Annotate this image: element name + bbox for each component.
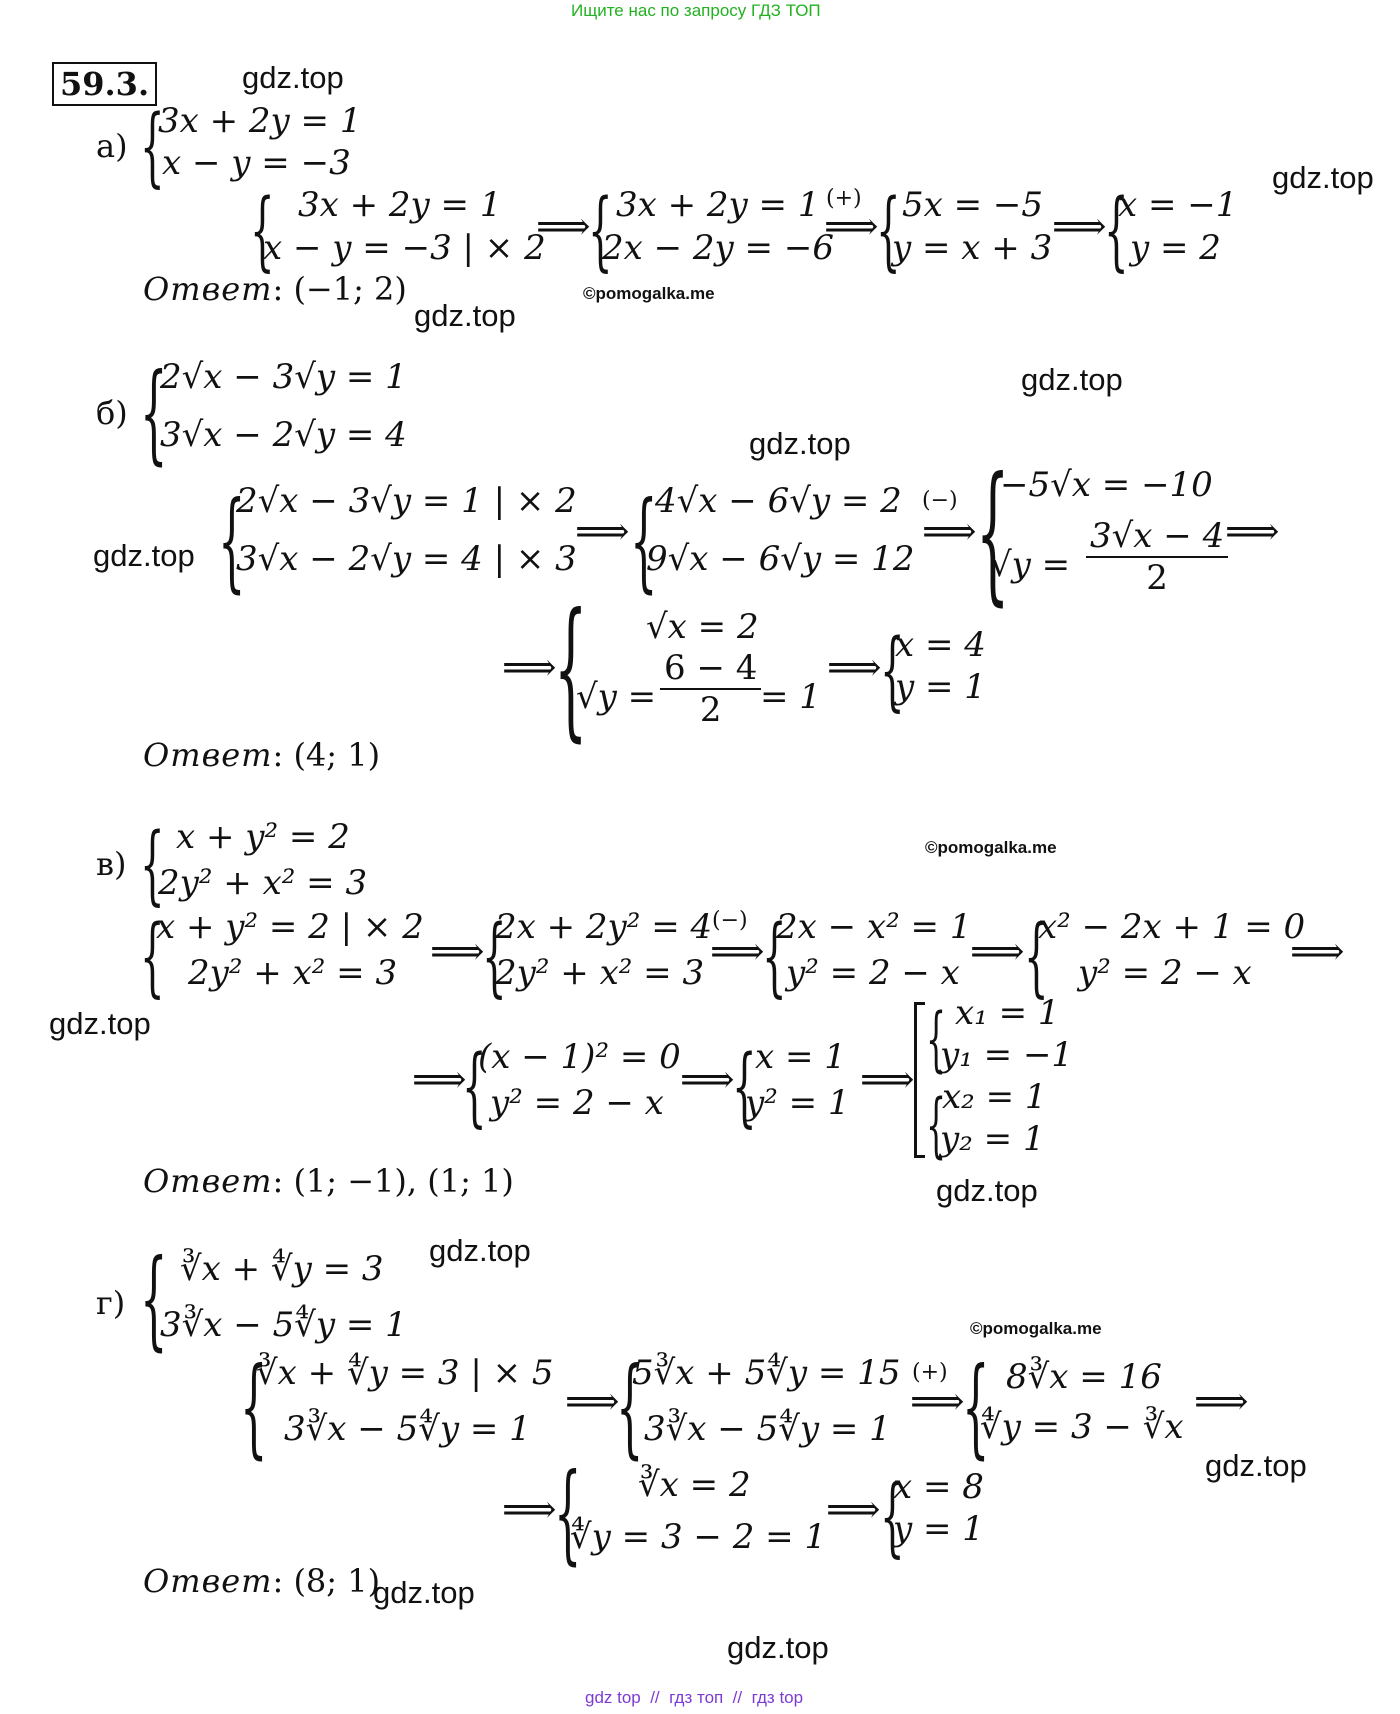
operation-mark: (+) — [912, 1360, 948, 1385]
part-a-answer: Ответ: (−1; 2) — [143, 270, 407, 308]
part-v-s6-eq2: y² = 1 — [745, 1083, 850, 1123]
part-b-sys1-eq2: 3√x − 2√y = 4 — [160, 415, 407, 455]
part-b-s1-eq1: 2√x − 3√y = 1 | × 2 — [236, 481, 577, 521]
answer-value: (4; 1) — [293, 736, 381, 774]
part-b-sys1-eq1: 2√x − 3√y = 1 — [160, 357, 407, 397]
part-a-s3-eq1: 5x = −5 — [902, 185, 1044, 225]
operation-mark: (−) — [712, 908, 748, 933]
pomogalka-mark: ©pomogalka.me — [925, 838, 1057, 857]
part-g-s4-eq2: ∜y = 3 − 2 = 1 — [570, 1517, 827, 1557]
part-v-s2-eq2: 2y² + x² = 3 — [495, 953, 705, 993]
part-g-s2-eq2: 3∛x − 5∜y = 1 — [644, 1409, 891, 1449]
watermark: gdz.top — [727, 1630, 829, 1665]
watermark: gdz.top — [429, 1233, 531, 1268]
implies-arrow: ⟹ — [430, 929, 485, 973]
brace: { — [732, 1037, 757, 1137]
answer-word: Ответ — [143, 270, 273, 308]
brace: { — [250, 181, 275, 281]
implies-arrow: ⟹ — [922, 509, 977, 553]
part-b-s5-eq1: x = 4 — [895, 625, 986, 665]
fraction-denominator: 2 — [699, 690, 722, 730]
watermark: gdz.top — [93, 538, 195, 573]
footer-links[interactable]: gdz top // гдз топ // гдз top — [585, 1688, 804, 1707]
part-v-s2-eq1: 2x + 2y² = 4 — [495, 907, 713, 947]
watermark: gdz.top — [1272, 160, 1374, 195]
fraction-numerator: 6 − 4 — [660, 648, 761, 690]
part-a-s1-eq1: 3x + 2y = 1 — [298, 185, 502, 225]
implies-arrow: ⟹ — [680, 1057, 735, 1101]
implies-arrow: ⟹ — [970, 929, 1025, 973]
implies-arrow: ⟹ — [1052, 204, 1107, 248]
task-number: 59.3. — [52, 62, 157, 106]
fraction-denominator: 2 — [1146, 558, 1168, 598]
brace: { — [218, 479, 246, 604]
part-a-s2-eq2: 2x − 2y = −6 — [602, 228, 834, 268]
operation-mark: (−) — [922, 488, 958, 513]
part-g-s1-eq1: ∛x + ∜y = 3 | × 5 — [256, 1353, 554, 1393]
pomogalka-mark: ©pomogalka.me — [970, 1319, 1102, 1338]
brace: { — [240, 1345, 268, 1470]
union-bracket — [914, 1002, 925, 1158]
brace: { — [1104, 181, 1129, 281]
part-a-s2-eq1: 3x + 2y = 1 — [616, 185, 820, 225]
part-b-s4-fraction — [660, 648, 761, 730]
part-b-s4-left: √y = — [576, 677, 657, 717]
part-a-s4-eq1: x = −1 — [1118, 185, 1238, 225]
top-banner[interactable]: Ищите нас по запросу ГДЗ ТОП — [571, 1, 821, 20]
brace: { — [588, 181, 613, 281]
brace: { — [630, 479, 658, 604]
watermark: gdz.top — [749, 426, 851, 461]
implies-arrow: ⟹ — [827, 645, 882, 689]
part-g-s3-eq1: 8∛x = 16 — [1006, 1357, 1162, 1397]
part-a-s3-eq2: y = x + 3 — [892, 228, 1053, 268]
part-b-s1-eq2: 3√x − 2√y = 4 | × 3 — [236, 539, 577, 579]
part-v-s5-eq2: y² = 2 − x — [490, 1083, 664, 1123]
brace: { — [880, 1467, 905, 1567]
brace: { — [554, 582, 588, 756]
brace: { — [926, 1084, 947, 1166]
part-v-s1-eq1: x + y² = 2 | × 2 — [156, 907, 424, 947]
part-g-sys1-eq1: ∛x + ∜y = 3 — [180, 1249, 384, 1289]
implies-arrow: ⟹ — [412, 1057, 467, 1101]
part-g-s5-eq2: y = 1 — [893, 1509, 984, 1549]
part-g-s4-eq1: ∛x = 2 — [638, 1465, 751, 1505]
brace: { — [616, 1345, 644, 1470]
brace: { — [140, 97, 165, 197]
implies-arrow: ⟹ — [565, 1379, 620, 1423]
part-v-sys1-eq1: x + y² = 2 — [176, 817, 350, 857]
brace: { — [140, 815, 165, 915]
watermark: gdz.top — [242, 60, 344, 95]
part-b-s3-eq1: −5√x = −10 — [1000, 465, 1213, 505]
part-v-s4-eq1: x² − 2x + 1 = 0 — [1038, 907, 1306, 947]
implies-arrow: ⟹ — [710, 929, 765, 973]
part-a-s4-eq2: y = 2 — [1130, 228, 1221, 268]
implies-arrow: ⟹ — [1225, 509, 1280, 553]
part-a-s1-eq2: x − y = −3 | × 2 — [263, 228, 546, 268]
part-b-label: б) — [96, 394, 128, 432]
answer-word: Ответ — [143, 1162, 273, 1200]
brace: { — [462, 1037, 487, 1137]
brace: { — [140, 907, 165, 1007]
part-v-s4-eq2: y² = 2 − x — [1078, 953, 1252, 993]
part-v-s6-eq1: x = 1 — [755, 1037, 846, 1077]
implies-arrow: ⟹ — [536, 204, 591, 248]
implies-arrow: ⟹ — [502, 1487, 557, 1531]
part-a-label: а) — [96, 127, 128, 165]
part-b-s4-right: = 1 — [760, 677, 821, 717]
part-b-s3-fraction — [1086, 516, 1228, 598]
part-g-s1-eq2: 3∛x − 5∜y = 1 — [284, 1409, 531, 1449]
brace: { — [926, 998, 947, 1080]
brace: { — [880, 621, 905, 721]
implies-arrow: ⟹ — [1194, 1379, 1249, 1423]
part-b-s4-eq1: √x = 2 — [646, 607, 759, 647]
answer-word: Ответ — [143, 1562, 273, 1600]
brace: { — [962, 1345, 990, 1470]
part-v-answer: Ответ: (1; −1), (1; 1) — [143, 1162, 514, 1200]
watermark: gdz.top — [1021, 362, 1123, 397]
part-b-answer: Ответ: (4; 1) — [143, 736, 381, 774]
answer-value: (8; 1) — [293, 1562, 381, 1600]
part-b-s2-eq2: 9√x − 6√y = 12 — [646, 539, 915, 579]
part-v-s7-y2: y₂ = 1 — [940, 1119, 1045, 1159]
watermark: gdz.top — [414, 298, 516, 333]
implies-arrow: ⟹ — [860, 1057, 915, 1101]
part-a-sys1-eq2: x − y = −3 — [162, 143, 351, 183]
brace: { — [140, 1237, 168, 1362]
pomogalka-mark: ©pomogalka.me — [583, 284, 715, 303]
brace: { — [1024, 907, 1049, 1007]
part-v-s5-eq1: (x − 1)² = 0 — [478, 1037, 681, 1077]
part-g-s5-eq1: x = 8 — [893, 1467, 984, 1507]
part-v-sys1-eq2: 2y² + x² = 3 — [158, 863, 368, 903]
implies-arrow: ⟹ — [575, 509, 630, 553]
answer-value: (1; −1), (1; 1) — [293, 1162, 514, 1200]
part-b-s3-left: √y = — [990, 545, 1071, 585]
part-v-s7-x2: x₂ = 1 — [942, 1077, 1047, 1117]
part-g-sys1-eq2: 3∛x − 5∜y = 1 — [160, 1305, 407, 1345]
brace: { — [554, 1451, 582, 1576]
implies-arrow: ⟹ — [502, 645, 557, 689]
part-g-s3-eq2: ∜y = 3 − ∛x — [980, 1407, 1184, 1447]
watermark: gdz.top — [1205, 1448, 1307, 1483]
part-v-s1-eq2: 2y² + x² = 3 — [188, 953, 398, 993]
brace: { — [876, 181, 901, 281]
part-v-s3-eq2: y² = 2 − x — [786, 953, 960, 993]
answer-word: Ответ — [143, 736, 273, 774]
part-v-s3-eq1: 2x − x² = 1 — [776, 907, 972, 947]
part-b-s2-eq1: 4√x − 6√y = 2 — [655, 481, 902, 521]
part-v-s7-y1: y₁ = −1 — [940, 1035, 1074, 1075]
operation-mark: (+) — [826, 186, 862, 211]
part-v-label: в) — [96, 845, 127, 883]
implies-arrow: ⟹ — [824, 204, 879, 248]
watermark: gdz.top — [49, 1006, 151, 1041]
fraction-numerator: 3√x − 4 — [1086, 516, 1228, 558]
brace: { — [482, 907, 507, 1007]
watermark: gdz.top — [936, 1173, 1038, 1208]
part-g-s2-eq1: 5∛x + 5∜y = 15 — [632, 1353, 901, 1393]
implies-arrow: ⟹ — [1290, 929, 1345, 973]
part-a-sys1-eq1: 3x + 2y = 1 — [158, 101, 362, 141]
brace: { — [140, 351, 168, 476]
watermark: gdz.top — [373, 1575, 475, 1610]
brace: { — [762, 907, 787, 1007]
brace: { — [976, 446, 1010, 620]
implies-arrow: ⟹ — [826, 1487, 881, 1531]
part-g-label: г) — [96, 1284, 126, 1322]
part-b-s5-eq2: y = 1 — [895, 667, 986, 707]
part-v-s7-x1: x₁ = 1 — [955, 993, 1060, 1033]
part-g-answer: Ответ: (8; 1) — [143, 1562, 381, 1600]
answer-value: (−1; 2) — [293, 270, 407, 308]
implies-arrow: ⟹ — [910, 1379, 965, 1423]
